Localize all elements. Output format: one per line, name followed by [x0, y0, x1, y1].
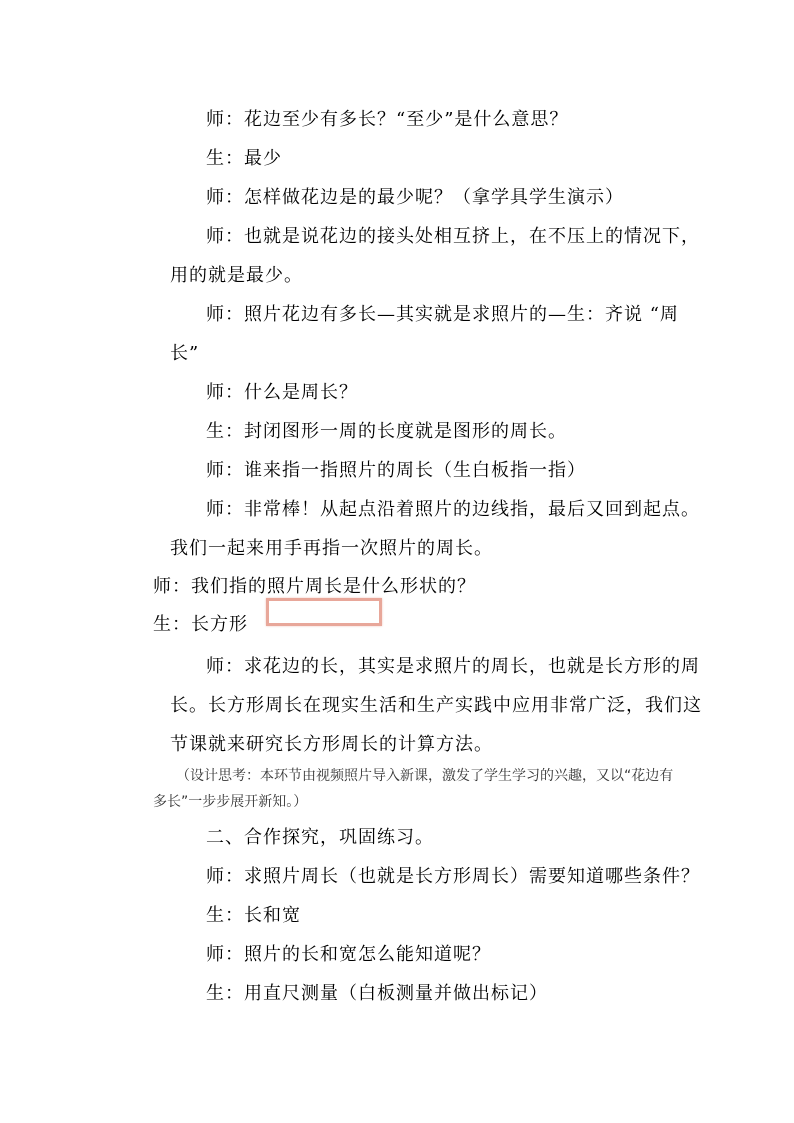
text-line: 师：什么是周长？ — [206, 382, 358, 403]
text-line: 生：最少 — [206, 148, 282, 169]
rectangle-figure — [266, 598, 382, 626]
text-line: 师：照片的长和宽怎么能知道呢？ — [206, 944, 491, 965]
text-line: 长。长方形周长在现实生活和生产实践中应用非常广泛，我们这 — [170, 695, 702, 716]
text-line: 生：长和宽 — [206, 905, 301, 926]
text-line: 生：用直尺测量（白板测量并做出标记） — [206, 983, 548, 1004]
text-line: 长” — [170, 343, 200, 364]
design-note-line: 多长”一步步展开新知。） — [153, 794, 308, 810]
text-line: 师：怎样做花边是的最少呢？（拿学具学生演示） — [206, 187, 624, 208]
text-line: 节课就来研究长方形周长的计算方法。 — [170, 734, 493, 755]
text-line: 生：封闭图形一周的长度就是图形的周长。 — [206, 421, 567, 442]
text-line: 师：谁来指一指照片的周长（生白板指一指） — [206, 460, 586, 481]
text-line: 师：求照片周长（也就是长方形周长）需要知道哪些条件？ — [206, 866, 700, 887]
text-line: 师：我们指的照片周长是什么形状的？ — [153, 576, 476, 597]
text-line: 师：也就是说花边的接头处相互挤上，在不压上的情况下， — [206, 226, 700, 247]
text-line: 用的就是最少。 — [170, 265, 303, 286]
design-note-line: （设计思考：本环节由视频照片导入新课，激发了学生学习的兴趣，又以“花边有 — [176, 768, 674, 784]
text-line: 生：长方形 — [153, 614, 248, 635]
text-line: 师：花边至少有多长？“至少”是什么意思？ — [206, 109, 569, 130]
text-line: 师：求花边的长，其实是求照片的周长，也就是长方形的周 — [206, 656, 700, 677]
text-line: 我们一起来用手再指一次照片的周长。 — [170, 538, 493, 559]
text-line: 师：非常棒！从起点沿着照片的边线指，最后又回到起点。 — [206, 499, 700, 520]
section-heading: 二、合作探究，巩固练习。 — [206, 827, 434, 848]
text-line: 师：照片花边有多长—其实就是求照片的—生：齐说 “周 — [206, 304, 679, 325]
